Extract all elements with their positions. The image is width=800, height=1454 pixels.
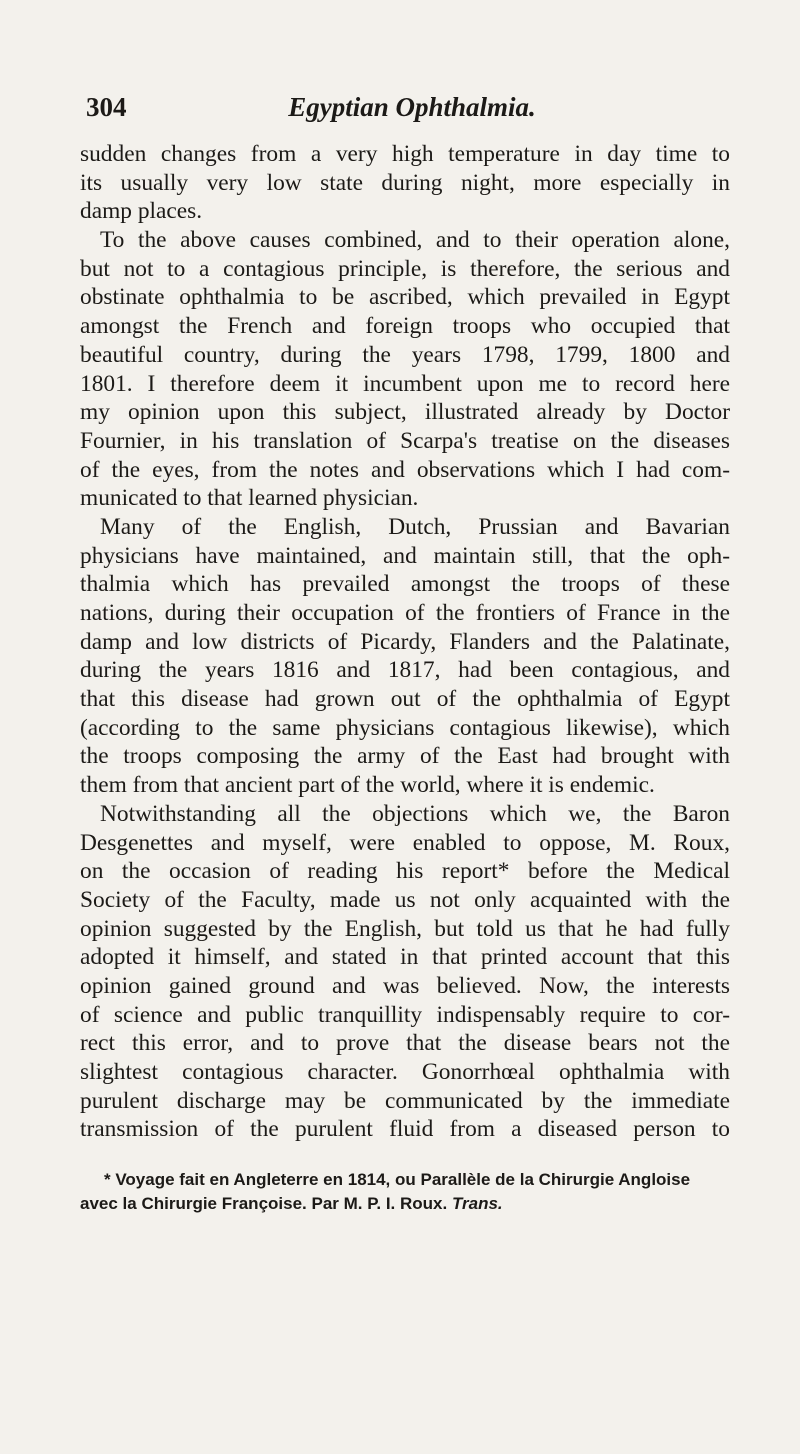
footnote: [80, 1168, 730, 1216]
footnote-trans-mark: Trans.: [451, 1194, 503, 1214]
body-text: [80, 140, 730, 1144]
footnote-line: [80, 1192, 730, 1216]
text-line: adopted it himself, and stated in that printed account that this: [80, 944, 730, 971]
text-line: purulent discharge may be communicated by the immediate: [80, 1087, 730, 1114]
text-line: municated to that learned physician.: [80, 485, 419, 512]
text-line: obstinate ophthalmia to be ascribed, which prevailed in Egypt: [80, 284, 730, 311]
text-line: them from that ancient part of the world, where it is endemic.: [80, 772, 655, 799]
text-line: my opinion upon this subject, illustrated already by Doctor: [80, 399, 730, 426]
page-header: [80, 92, 730, 122]
text-line: Desgenettes and myself, were enabled to oppose, M. Roux,: [80, 829, 730, 856]
text-line: beautiful country, during the years 1798, 1799, 1800 and: [80, 341, 730, 368]
text-line: rect this error, and to prove that the disease bears not the: [80, 1030, 730, 1057]
footnote-text: avec la Chirurgie Françoise. Par M. P. I. Roux.: [80, 1194, 452, 1214]
text-line: but not to a contagious principle, is therefore, the serious and: [80, 255, 730, 282]
text-line: of the eyes, from the notes and observations which I had com-: [80, 456, 730, 483]
text-line: that this disease had grown out of the ophthalmia of Egypt: [80, 686, 730, 713]
text-line: damp and low districts of Picardy, Flanders and the Palatinate,: [80, 628, 730, 655]
text-line: amongst the French and foreign troops who occupied that: [80, 313, 730, 340]
text-line: transmission of the purulent fluid from a diseased person to: [80, 1116, 730, 1143]
text-line: the troops composing the army of the East had brought with: [80, 743, 730, 770]
text-line: Society of the Faculty, made us not only acquainted with the: [80, 886, 730, 913]
running-title: Egyptian Ophthalmia.: [288, 92, 536, 122]
text-line: Many of the English, Dutch, Prussian and Bavarian: [100, 513, 730, 540]
text-line: damp places.: [80, 198, 203, 225]
footnote-line: * Voyage fait en Angleterre en 1814, ou Parallèle de la Chirurgie Angloise: [104, 1170, 691, 1190]
text-line: its usually very low state during night, more especially in: [80, 169, 730, 196]
text-line: 1801. I therefore deem it incumbent upon me to record here: [80, 370, 730, 397]
text-line: thalmia which has prevailed amongst the troops of these: [80, 571, 730, 598]
book-page: [80, 92, 730, 1216]
text-line: Notwithstanding all the objections which we, the Baron: [100, 800, 730, 827]
text-line: on the occasion of reading his report* before the Medical: [80, 858, 730, 885]
text-line: opinion gained ground and was believed. Now, the interests: [80, 972, 730, 999]
text-line: physicians have maintained, and maintain still, that the oph-: [80, 542, 730, 569]
text-line: opinion suggested by the English, but told us that he had fully: [80, 915, 730, 942]
text-line: (according to the same physicians contagious likewise), which: [80, 714, 730, 741]
text-line: during the years 1816 and 1817, had been contagious, and: [80, 657, 730, 684]
text-line: Fournier, in his translation of Scarpa's treatise on the diseases: [80, 427, 730, 454]
text-line: To the above causes combined, and to their operation alone,: [100, 227, 730, 254]
text-line: sudden changes from a very high temperature in day time to: [80, 141, 730, 167]
text-line: slightest contagious character. Gonorrhœal ophthalmia with: [80, 1059, 730, 1085]
text-line: nations, during their occupation of the frontiers of France in the: [80, 600, 730, 626]
page-number: 304: [86, 92, 127, 122]
text-line: of science and public tranquillity indispensably require to cor-: [80, 1001, 730, 1028]
